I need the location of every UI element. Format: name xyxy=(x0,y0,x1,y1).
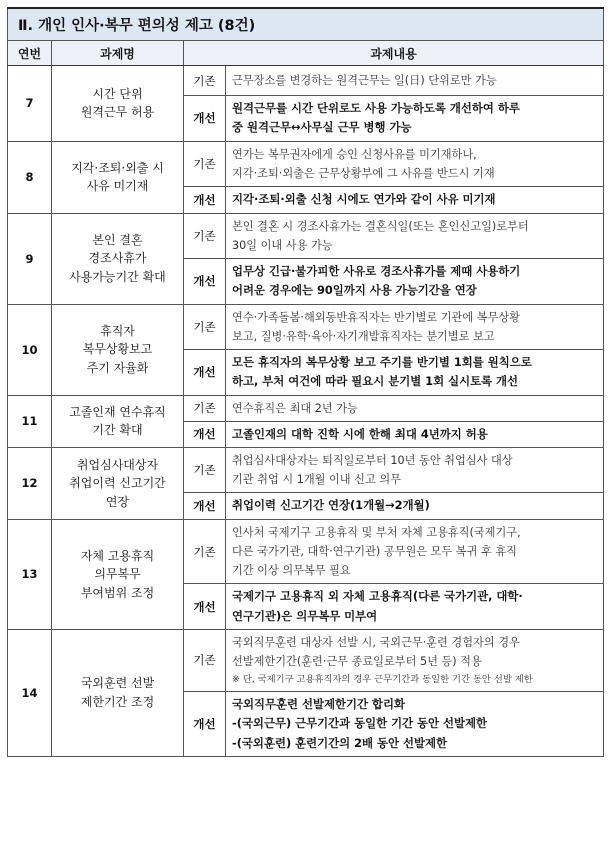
before-note: ※ 단, 국제기구 고용휴직자의 경우 근무기간과 동일한 기간 동안 선발 제한 xyxy=(232,673,533,685)
label-after: 개선 xyxy=(184,421,226,447)
content-line: -(국외훈련) 훈련기간의 2배 동안 선발제한 xyxy=(232,735,447,750)
content-line: -(국외근무) 근무기간과 동일한 기간 동안 선발제한 xyxy=(232,716,488,731)
content-line: 업무상 긴급·불가피한 사유로 경조사휴가를 제때 사용하기 xyxy=(232,263,521,278)
task-name xyxy=(52,141,184,213)
after-content xyxy=(226,691,604,756)
task-row xyxy=(8,520,604,584)
document-table-container xyxy=(7,7,603,757)
content-line: 기관 취업 시 1개월 이내 신고 의무 xyxy=(232,472,401,486)
task-row xyxy=(8,141,604,186)
content-line: 근무장소를 변경하는 원격근무는 일(日) 단위로만 가능 xyxy=(232,73,497,87)
task-row xyxy=(8,304,604,349)
task-number: 9 xyxy=(8,213,52,304)
label-before: 기존 xyxy=(184,395,226,421)
task-number: 14 xyxy=(8,629,52,756)
task-row xyxy=(8,447,604,492)
task-name-line: 시간 단위 xyxy=(92,86,143,101)
task-name xyxy=(52,304,184,395)
task-name-line: 경조사휴가 xyxy=(88,251,147,266)
label-before: 기존 xyxy=(184,629,226,691)
task-number: 13 xyxy=(8,520,52,630)
task-name-line: 자체 고용휴직 xyxy=(80,548,155,563)
label-before: 기존 xyxy=(184,520,226,584)
task-name-line: 제한기간 조정 xyxy=(80,694,155,709)
task-name-line: 취업이력 신고기간 xyxy=(69,476,166,491)
after-content xyxy=(226,421,604,447)
content-line: 연수휴직은 최대 2년 가능 xyxy=(232,401,358,415)
content-line: 지각·조퇴·외출 신청 시에도 연가와 같이 사유 미기재 xyxy=(232,192,496,207)
content-line: 모든 휴직자의 복무상황 보고 주기를 반기별 1회를 원칙으로 xyxy=(232,354,532,369)
label-after: 개선 xyxy=(184,186,226,213)
label-before: 기존 xyxy=(184,304,226,349)
task-name-line: 연장 xyxy=(105,494,130,509)
task-row xyxy=(8,66,604,96)
content-line: 국외직무훈련 대상자 선발 시, 국외근무·훈련 경험자의 경우 xyxy=(232,636,520,650)
content-line: 국외직무훈련 선발제한기간 합리화 xyxy=(232,696,405,711)
content-line: 30일 이내 사용 가능 xyxy=(232,238,333,252)
task-number: 7 xyxy=(8,66,52,142)
content-line: 국제기구 고용휴직 외 자체 고용휴직(다른 국가기관, 대학· xyxy=(232,589,523,604)
task-table xyxy=(7,7,604,757)
content-line: 원격근무를 시간 단위로도 사용 가능하도록 개선하여 하루 xyxy=(232,101,520,115)
task-name-line: 취업심사대상자 xyxy=(76,457,159,472)
content-line: 다른 국가기관, 대학·연구기관) 공무원은 모두 복귀 후 휴직 xyxy=(232,545,517,559)
task-number: 8 xyxy=(8,141,52,213)
after-content xyxy=(226,258,604,304)
task-number: 10 xyxy=(8,304,52,395)
header-no: 연번 xyxy=(8,41,52,66)
task-name-line: 기간 확대 xyxy=(92,423,143,438)
label-after: 개선 xyxy=(184,584,226,630)
before-content xyxy=(226,520,604,584)
content-line: 취업이력 신고기간 연장(1개월→2개월) xyxy=(232,498,430,513)
label-after: 개선 xyxy=(184,691,226,756)
task-name-line: 복무상황보고 xyxy=(82,342,153,357)
task-name xyxy=(52,66,184,142)
content-line: 연가는 복무권자에게 승인 신청사유를 미기재하나, xyxy=(232,147,477,161)
content-line: 연수·가족돌봄·해외동반휴직자는 반기별로 기관에 복무상황 xyxy=(232,310,520,324)
task-number: 11 xyxy=(8,395,52,447)
before-content xyxy=(226,141,604,186)
content-line: 중 원격근무↔사무실 근무 병행 가능 xyxy=(232,120,412,135)
header-name: 과제명 xyxy=(52,41,184,66)
before-content xyxy=(226,213,604,258)
label-before: 기존 xyxy=(184,66,226,96)
task-name-line: 원격근무 허용 xyxy=(80,105,155,120)
after-content xyxy=(226,349,604,395)
task-row xyxy=(8,213,604,258)
after-content xyxy=(226,584,604,630)
content-line: 지각·조퇴·외출은 근무상황부에 그 사유를 반드시 기재 xyxy=(232,166,495,180)
before-content xyxy=(226,395,604,421)
task-name-line: 주기 자율화 xyxy=(86,360,149,375)
after-content xyxy=(226,186,604,213)
task-name-line: 휴직자 xyxy=(100,323,135,338)
label-before: 기존 xyxy=(184,213,226,258)
task-name xyxy=(52,213,184,304)
content-line: 기간 이상 의무복무 필요 xyxy=(232,564,351,578)
task-name xyxy=(52,447,184,519)
content-line: 어려운 경우에는 90일까지 사용 가능기간을 연장 xyxy=(232,283,477,298)
content-line: 본인 결혼 시 경조사휴가는 결혼식일(또는 혼인신고일)로부터 xyxy=(232,219,529,233)
task-name-line: 지각·조퇴·외출 시 xyxy=(71,160,164,175)
task-number: 12 xyxy=(8,447,52,519)
task-name xyxy=(52,629,184,756)
content-line: 고졸인재의 대학 진학 시에 한해 최대 4년까지 허용 xyxy=(232,426,488,441)
content-line: 보고, 질병·유학·육아·자기개발휴직자는 분기별로 보고 xyxy=(232,329,495,343)
label-after: 개선 xyxy=(184,96,226,142)
task-name xyxy=(52,395,184,447)
task-name-line: 고졸인재 연수휴직 xyxy=(69,404,166,419)
after-content xyxy=(226,96,604,142)
header-content: 과제내용 xyxy=(184,41,604,66)
label-before: 기존 xyxy=(184,141,226,186)
content-line: 하고, 부처 여건에 따라 필요시 분기별 1회 실시토록 개선 xyxy=(232,374,519,389)
task-name-line: 사용가능기간 확대 xyxy=(69,270,166,285)
before-content xyxy=(226,629,604,691)
content-line: 인사처 국제기구 고용휴직 및 부처 자체 고용휴직(국제기구, xyxy=(232,526,521,540)
content-line: 취업심사대상자는 퇴직일로부터 10년 동안 취업심사 대상 xyxy=(232,453,513,467)
content-line: 연구기관)은 의무복무 미부여 xyxy=(232,608,378,623)
before-content xyxy=(226,304,604,349)
task-name-line: 부여범위 조정 xyxy=(80,585,155,600)
task-name-line: 국외훈련 선발 xyxy=(80,676,155,691)
task-row xyxy=(8,395,604,421)
task-name-line: 의무복무 xyxy=(94,567,141,582)
task-name-line: 사유 미기재 xyxy=(86,179,149,194)
task-row xyxy=(8,629,604,691)
label-after: 개선 xyxy=(184,258,226,304)
label-after: 개선 xyxy=(184,493,226,520)
before-content xyxy=(226,447,604,492)
label-before: 기존 xyxy=(184,447,226,492)
after-content xyxy=(226,493,604,520)
before-content xyxy=(226,66,604,96)
label-after: 개선 xyxy=(184,349,226,395)
task-name xyxy=(52,520,184,630)
task-name-line: 본인 결혼 xyxy=(92,232,143,247)
section-title: Ⅱ. 개인 인사·복무 편의성 제고 (8건) xyxy=(8,8,604,41)
content-line: 선발제한기간(훈련·근무 종료일로부터 5년 등) 적용 xyxy=(232,655,482,669)
